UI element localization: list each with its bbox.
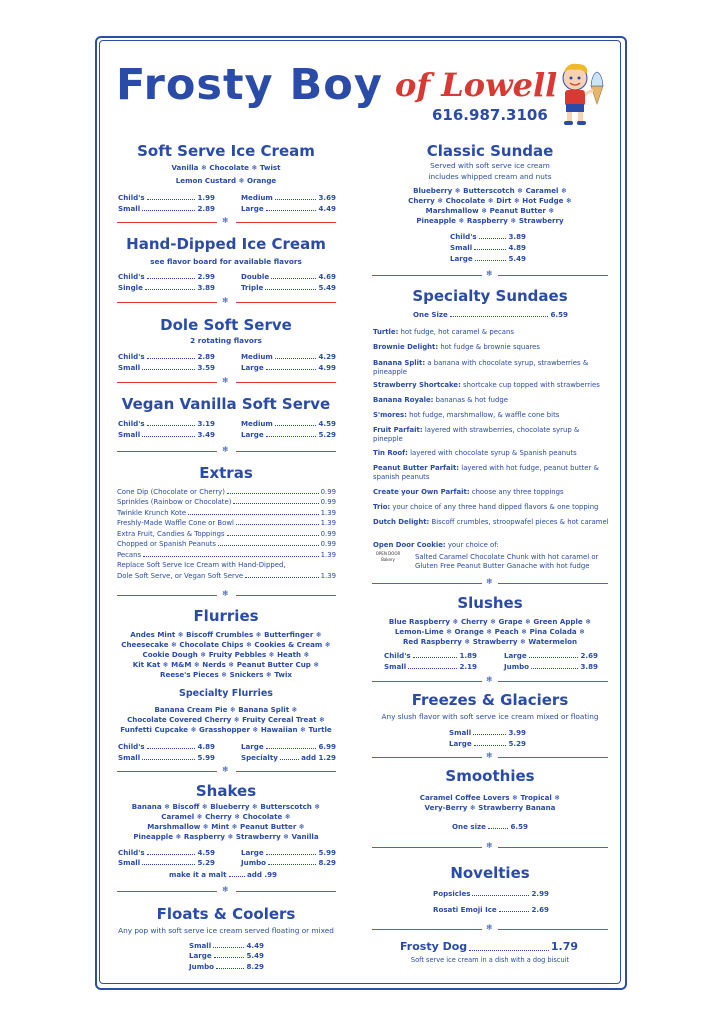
section-divider bbox=[117, 297, 336, 307]
snowflake-icon: ❄ bbox=[486, 923, 493, 932]
snowflake-icon: ❄ bbox=[222, 589, 229, 598]
price-row: Small 3.99 bbox=[449, 728, 526, 737]
price-row: Rosati Emoji Ice 2.69 bbox=[433, 905, 549, 914]
slush-flavors: Blue Raspberry ❄ Cherry ❄ Grape ❄ Green Apple ❄ Lemon-Lime ❄ Orange ❄ Peach ❄ Pina Colada ❄ Red Raspberry ❄ Strawberry ❄ Watermelon bbox=[388, 617, 592, 646]
price-row: Large 5.29 bbox=[241, 430, 336, 439]
price-row: One Size 6.59 bbox=[413, 310, 568, 319]
specialty-item: Fruit Parfait: layered with strawberries, chocolate syrup & pinepple bbox=[373, 426, 580, 443]
dole-title: Dole Soft Serve bbox=[160, 316, 292, 334]
section-divider bbox=[117, 886, 336, 896]
brand-logo: Frosty Boy bbox=[116, 60, 383, 110]
classic-flavors: Blueberry ❄ Butterscotch ❄ Caramel ❄ Cherry ❄ Chocolate ❄ Dirt ❄ Hot Fudge ❄ Marshmallow ❄ Peanut Butter ❄ Pineapple ❄ Raspberry ❄ Strawberry bbox=[408, 186, 572, 225]
price-row: Medium 4.29 bbox=[241, 352, 336, 361]
price-row: Child's 3.89 bbox=[450, 232, 526, 241]
novelties-title: Novelties bbox=[450, 864, 530, 882]
section-divider bbox=[372, 752, 608, 762]
flurries-title: Flurries bbox=[193, 607, 259, 625]
section-divider bbox=[117, 590, 336, 600]
extra-item: Freshly-Made Waffle Cone or Bowl 1.39 bbox=[117, 519, 336, 527]
specialty-item: Open Door Cookie: your choice of: bbox=[373, 541, 499, 549]
section-divider bbox=[117, 217, 336, 227]
specialty-item: Banana Royale: bananas & hot fudge bbox=[373, 396, 508, 404]
specialty-item: Trio: your choice of any three hand dipped flavors & one topping bbox=[373, 503, 599, 511]
extras-title: Extras bbox=[199, 464, 253, 482]
snowflake-icon: ❄ bbox=[222, 885, 229, 894]
snowflake-icon: ❄ bbox=[222, 216, 229, 225]
malt-row: make it a malt add .99 bbox=[169, 870, 277, 879]
price-row: Child's 1.89 bbox=[384, 651, 477, 660]
section-divider bbox=[372, 924, 608, 934]
specialty-flurries-title: Specialty Flurries bbox=[179, 688, 273, 699]
specialty-item: Dutch Delight: Biscoff crumbles, stroopwafel pieces & hot caramel bbox=[373, 518, 609, 526]
location-script: of Lowell bbox=[395, 66, 558, 104]
extra-item: Pecans 1.39 bbox=[117, 551, 336, 559]
price-row: Small 3.59 bbox=[118, 363, 215, 372]
price-row: One size 6.59 bbox=[452, 822, 528, 831]
freezes-note: Any slush flavor with soft serve ice cream mixed or floating bbox=[381, 712, 599, 721]
snowflake-icon: ❄ bbox=[222, 296, 229, 305]
section-divider bbox=[372, 842, 608, 852]
section-divider bbox=[372, 578, 608, 588]
section-divider bbox=[372, 270, 608, 280]
price-row: Large 5.29 bbox=[449, 739, 526, 748]
specialty-item: Tin Roof: layered with chocolate syrup & Spanish peanuts bbox=[373, 449, 577, 457]
floats-title: Floats & Coolers bbox=[156, 905, 296, 923]
floats-note: Any pop with soft serve ice cream served floating or mixed bbox=[118, 926, 334, 935]
extra-item: Chopped or Spanish Peanuts 0.99 bbox=[117, 540, 336, 548]
price-row: Small 4.89 bbox=[450, 243, 526, 252]
freezes-title: Freezes & Glaciers bbox=[411, 691, 569, 709]
price-row: Large 5.49 bbox=[450, 254, 526, 263]
price-row: Small 2.89 bbox=[118, 204, 215, 213]
price-row: Single 3.89 bbox=[118, 283, 215, 292]
extra-item: Extra Fruit, Candies & Toppings 0.99 bbox=[117, 530, 336, 538]
section-divider bbox=[117, 766, 336, 776]
snowflake-icon: ❄ bbox=[222, 445, 229, 454]
slushes-title: Slushes bbox=[457, 594, 523, 612]
flurry-flavors: Andes Mint ❄ Biscoff Crumbles ❄ Butterfinger ❄ Cheesecake ❄ Chocolate Chips ❄ Cookies & Cream ❄ Cookie Dough ❄ Fruity Pebbles ❄ Heath ❄ Kit Kat ❄ M&M ❄ Nerds ❄ Peanut Butter Cup ❄ Reese's Pieces ❄ Snickers ❄ Twix bbox=[121, 630, 331, 679]
extra-replace-line: Replace Soft Serve Ice Cream with Hand-Dipped, bbox=[117, 561, 286, 569]
price-row: Small 3.49 bbox=[118, 430, 215, 439]
specialty-item: Turtle: hot fudge, hot caramel & pecans bbox=[373, 328, 514, 336]
extra-item: Dole Soft Serve, or Vegan Soft Serve 1.39 bbox=[117, 572, 336, 580]
section-divider bbox=[117, 377, 336, 387]
specialty-sundaes-title: Specialty Sundaes bbox=[412, 287, 568, 305]
specialty-item: S'mores: hot fudge, marshmallow, & waffle cone bits bbox=[373, 411, 560, 419]
price-row: Large 6.99 bbox=[241, 742, 336, 751]
price-row: Medium 3.69 bbox=[241, 193, 336, 202]
section-divider bbox=[372, 676, 608, 686]
classic-sundae-title: Classic Sundae bbox=[426, 142, 554, 160]
price-row: Small 5.99 bbox=[118, 753, 215, 762]
specialty-item: Banana Split: a banana with chocolate syrup, strawberries & pineapple bbox=[373, 359, 589, 376]
price-row: Triple 5.49 bbox=[241, 283, 336, 292]
price-row: Popsicles 2.99 bbox=[433, 889, 549, 898]
shake-flavors: Banana ❄ Biscoff ❄ Blueberry ❄ Butterscotch ❄ Caramel ❄ Cherry ❄ Chocolate ❄ Marshmallow ❄ Mint ❄ Peanut Butter ❄ Pineapple ❄ Raspberry ❄ Strawberry ❄ Vanilla bbox=[131, 802, 321, 841]
price-row: Child's 4.59 bbox=[118, 848, 215, 857]
price-row: Jumbo 8.29 bbox=[189, 962, 264, 971]
price-row: Small 4.49 bbox=[189, 941, 264, 950]
price-row: Small 5.29 bbox=[118, 858, 215, 867]
phone-number: 616.987.3106 bbox=[432, 106, 548, 124]
frosty-dog-note: Soft serve ice cream in a dish with a dog biscuit bbox=[410, 956, 570, 964]
price-row: Large 4.99 bbox=[241, 363, 336, 372]
open-door-bakery-logo: OPEN DOOR Bakery bbox=[375, 551, 401, 562]
snowflake-icon: ❄ bbox=[222, 376, 229, 385]
specialty-item: Brownie Delight: hot fudge & brownie squares bbox=[373, 343, 541, 351]
price-row: Small 2.19 bbox=[384, 662, 477, 671]
classic-note: Served with soft serve ice cream bbox=[430, 161, 550, 170]
price-row: Medium 4.59 bbox=[241, 419, 336, 428]
price-row: Double 4.69 bbox=[241, 272, 336, 281]
price-row: Large 5.99 bbox=[241, 848, 336, 857]
price-row: Child's 2.99 bbox=[118, 272, 215, 281]
smoothies-title: Smoothies bbox=[445, 767, 535, 785]
price-row: Child's 2.89 bbox=[118, 352, 215, 361]
specialty-item: Peanut Butter Parfait: layered with hot fudge, peanut butter & spanish peanuts bbox=[373, 464, 599, 481]
snowflake-icon: ❄ bbox=[486, 675, 493, 684]
hand-dipped-title: Hand-Dipped Ice Cream bbox=[126, 235, 326, 253]
price-row: Large 4.49 bbox=[241, 204, 336, 213]
smoothie-flavors: Caramel Coffee Lovers ❄ Tropical ❄ Very-Berry ❄ Strawberry Banana bbox=[419, 793, 561, 812]
price-row: Jumbo 8.29 bbox=[241, 858, 336, 867]
snowflake-icon: ❄ bbox=[222, 765, 229, 774]
price-row: Child's 3.19 bbox=[118, 419, 215, 428]
price-row: Large 2.69 bbox=[504, 651, 598, 660]
vegan-title: Vegan Vanilla Soft Serve bbox=[121, 395, 331, 413]
price-row: Child's 1.99 bbox=[118, 193, 215, 202]
section-divider bbox=[117, 446, 336, 456]
price-row: Jumbo 3.89 bbox=[504, 662, 598, 671]
classic-note-2: includes whipped cream and nuts bbox=[428, 172, 552, 181]
soft-serve-title: Soft Serve Ice Cream bbox=[137, 142, 315, 160]
hand-dipped-note: see flavor board for available flavors bbox=[150, 257, 302, 266]
extra-item: Twinkle Krunch Kote 1.39 bbox=[117, 509, 336, 517]
shakes-title: Shakes bbox=[195, 782, 257, 800]
extra-item: Sprinkles (Rainbow or Chocolate) 0.99 bbox=[117, 498, 336, 506]
specialty-flurry-flavors: Banana Cream Pie ❄ Banana Split ❄ Chocolate Covered Cherry ❄ Fruity Cereal Treat ❄ Funfetti Cupcake ❄ Grasshopper ❄ Hawaiian ❄ Turtle bbox=[120, 705, 332, 734]
mascot-boy bbox=[553, 60, 609, 130]
snowflake-icon: ❄ bbox=[486, 841, 493, 850]
extra-item: Cone Dip (Chocolate or Cherry) 0.99 bbox=[117, 488, 336, 496]
soft-serve-flavors-2: Lemon Custard ❄ Orange bbox=[175, 176, 277, 185]
price-row: Specialty add 1.29 bbox=[241, 753, 336, 762]
price-row: Large 5.49 bbox=[189, 951, 264, 960]
specialty-item: Strawberry Shortcake: shortcake cup topped with strawberries bbox=[373, 381, 600, 389]
snowflake-icon: ❄ bbox=[486, 577, 493, 586]
soft-serve-flavors: Vanilla ❄ Chocolate ❄ Twist bbox=[171, 163, 281, 172]
snowflake-icon: ❄ bbox=[486, 751, 493, 760]
dole-note: 2 rotating flavors bbox=[190, 336, 262, 345]
cookie-option: Salted Caramel Chocolate Chunk with hot caramel or Gluten Free Peanut Butter Ganache with hot fudge bbox=[415, 553, 599, 570]
specialty-item: Create your Own Parfait: choose any three toppings bbox=[373, 488, 564, 496]
snowflake-icon: ❄ bbox=[486, 269, 493, 278]
frosty-dog-row: Frosty Dog 1.79 bbox=[400, 940, 578, 953]
price-row: Child's 4.89 bbox=[118, 742, 215, 751]
